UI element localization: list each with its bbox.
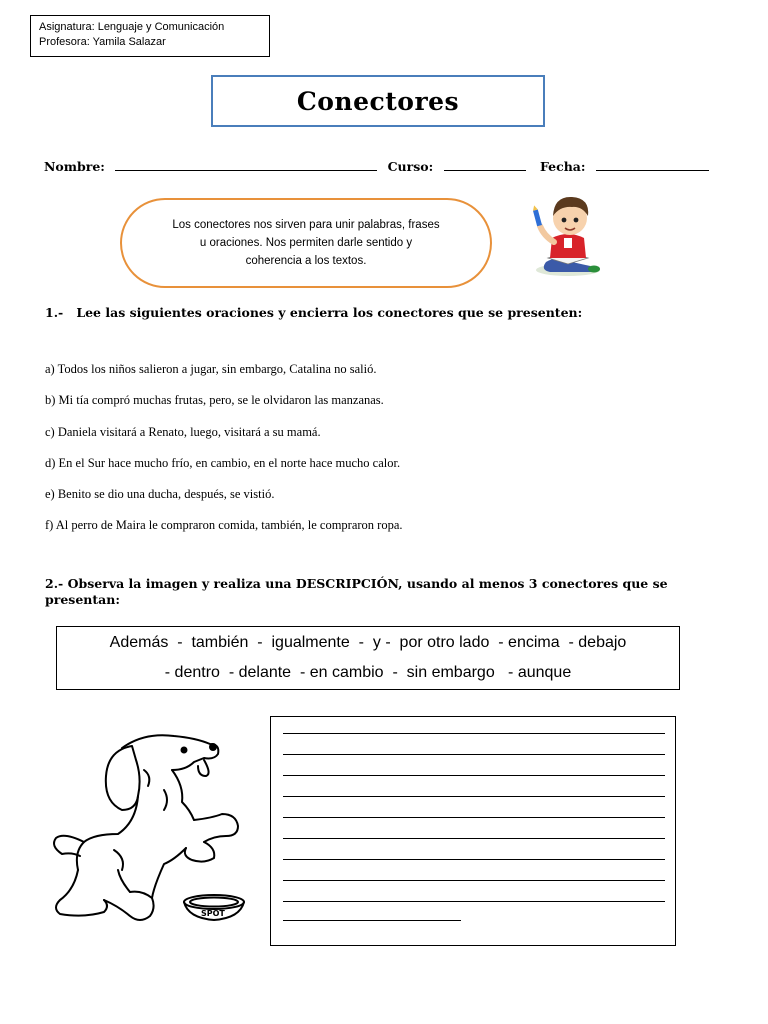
connectors-list-box [56,626,680,690]
connectors-line: - dentro - delante - en cambio - sin embargo - aunque [164,664,572,681]
writing-line[interactable] [283,817,665,818]
sentence-f: f) Al perro de Maira le compraron comida, también, le compraron ropa. [45,518,403,532]
connectors-line: Además - también - igualmente - y - por otro lado - encima - debajo [109,634,627,651]
student-info-row [44,158,709,174]
writing-line[interactable] [283,754,665,755]
question-1-instruction: Lee las siguientes oraciones y encierra los conectores que se presenten: [76,305,583,320]
name-label: Nombre: [44,159,105,174]
sentence-b: b) Mi tía compró muchas frutas, pero, se le olvidaron las manzanas. [45,393,384,407]
date-label: Fecha: [539,159,586,174]
writing-line[interactable] [283,796,665,797]
question-2-title [45,576,705,608]
info-bubble [120,198,492,288]
course-field[interactable] [444,158,526,171]
writing-line[interactable] [283,838,665,839]
writing-line[interactable] [283,859,665,860]
info-line: coherencia a los textos. [245,255,367,267]
sentence-c: c) Daniela visitará a Renato, luego, visitará a su mamá. [45,425,321,439]
writing-line[interactable] [283,901,665,902]
page-title: Conectores [211,75,545,127]
question-1-number: 1.- [45,305,64,320]
writing-line[interactable] [283,880,665,881]
info-line: Los conectores nos sirven para unir palabras, frases [172,219,440,231]
boy-reading-illustration [510,188,618,288]
description-writing-box[interactable] [270,716,676,946]
name-field[interactable] [115,158,377,171]
subject-label: Asignatura: Lenguaje y Comunicación [39,21,225,33]
dog-illustration [44,730,249,930]
sentence-a: a) Todos los niños salieron a jugar, sin embargo, Catalina no salió. [45,362,377,376]
question-2-instruction-line1: Observa la imagen y realiza una DESCRIPCIÓN, usando al menos 3 conectores que se [67,576,668,591]
sentence-e: e) Benito se dio una ducha, después, se vistió. [45,487,275,501]
writing-line[interactable] [283,733,665,734]
question-1-title [45,305,582,321]
question-2-number: 2.- [45,576,64,591]
writing-line[interactable] [283,775,665,776]
teacher-label: Profesora: Yamila Salazar [39,36,166,48]
sentence-d: d) En el Sur hace mucho frío, en cambio, en el norte hace mucho calor. [45,456,401,470]
question-2-instruction-line2: presentan: [45,592,120,607]
info-line: u oraciones. Nos permiten darle sentido y [199,237,413,249]
writing-line[interactable] [283,920,461,921]
date-field[interactable] [596,158,709,171]
course-label: Curso: [387,159,434,174]
header-box [30,15,270,57]
bowl-label: SPOT [201,909,225,918]
